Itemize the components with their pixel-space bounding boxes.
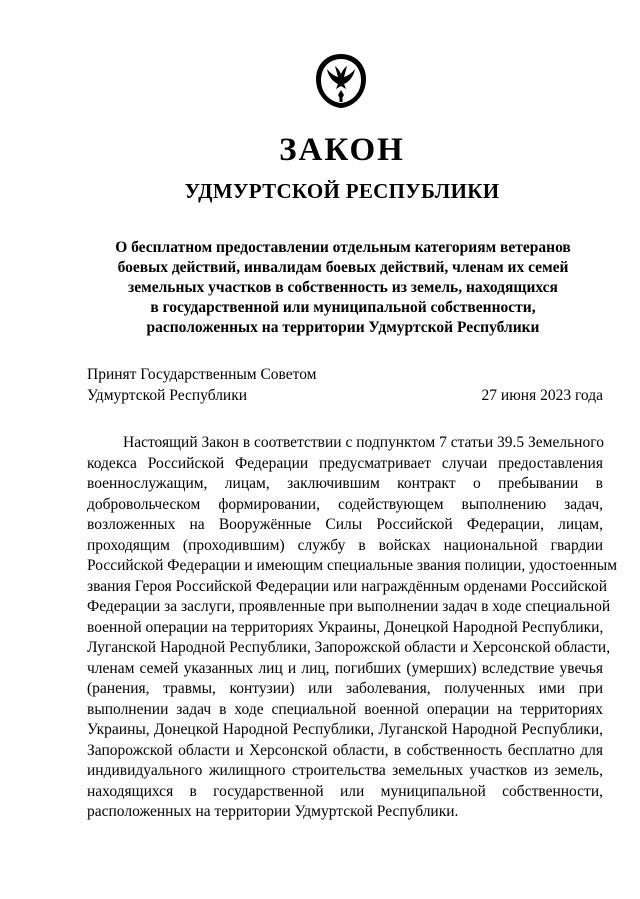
body-line: Федерации за заслуги, проявленные при выполнении задач в ходе специальной [87,598,611,615]
heading-line: расположенных на территории Удмуртской Республики [146,319,540,336]
body-line: добровольческом формировании, содействующем выполнению задач, [87,495,603,513]
body-line: проходящим (проходившим) службу в войсках национальной гвардии [87,536,603,554]
body-line: (ранения, травмы, контузии) или заболевания, полученных ими при [87,680,603,697]
body-line: выполнении задач в ходе специальной военной операции на территориях [87,700,603,718]
body-line: расположенных на территории Удмуртской Республики. [87,803,459,820]
body-line: военнослужащим, лицам, заключившим контракт о пребывании в [87,475,603,492]
law-body-paragraph [87,433,618,823]
heading-line: О бесплатном предоставлении отдельным категориям ветеранов [115,239,571,256]
heading-line: земельных участков в собственность из земель, находящихся [128,279,558,296]
body-line: Настоящий Закон в соответствии с подпунктом 7 статьи 39.5 Земельного [123,434,604,451]
body-line: возложенных на Вооружённые Силы Российской Федерации, лицам, [87,516,603,533]
body-line: военной операции на территориях Украины, Донецкой Народной Республики, [87,618,604,636]
law-subtitle: УДМУРТСКОЙ РЕСПУБЛИКИ [184,179,500,203]
body-line: звания Героя Российской Федерации или награждённым орденами Российской [87,577,608,595]
law-title: ЗАКОН [279,132,405,168]
body-line: Украины, Донецкой Народной Республики, Луганской Народной Республики, [87,721,603,738]
adoption-date: 27 июня 2023 года [481,387,603,404]
body-line: индивидуального жилищного строительства земельных участков из земель, [87,762,603,779]
heading-line: боевых действий, инвалидам боевых действий, членам их семей [117,259,569,276]
udmurt-republic-emblem-icon [313,52,369,110]
adoption-block [87,364,603,406]
body-line: кодекса Российской Федерации предусматривает случаи предоставления [87,454,603,472]
body-line: находящихся в государственной или муниципальной собственности, [87,782,603,800]
body-line: членам семей указанных лиц и лиц, погибших (умерших) вследствие увечья [87,659,603,677]
body-line: Запорожской области и Херсонской области, в собственность бесплатно для [87,741,603,759]
heading-line: в государственной или муниципальной собственности, [150,299,536,316]
body-line: Луганской Народной Республики, Запорожской области и Херсонской области, [87,639,611,656]
adopted-by-line: Принят Государственным Советом [87,366,317,383]
body-line: Российской Федерации и имеющим специальные звания полиции, удостоенным [87,557,618,574]
law-heading [108,238,578,338]
adopted-by-line: Удмуртской Республики [87,387,248,404]
